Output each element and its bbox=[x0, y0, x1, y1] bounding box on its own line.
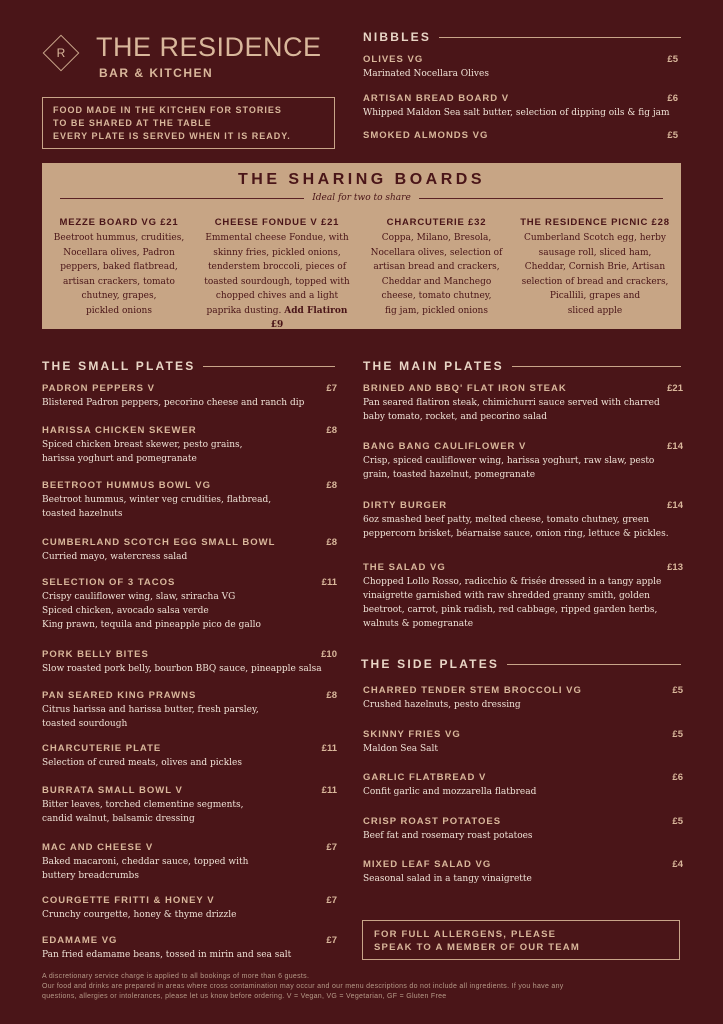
item-name: PADRON PEPPERS V bbox=[42, 383, 155, 394]
logo-mark: R bbox=[56, 46, 66, 60]
menu-item bbox=[42, 842, 337, 883]
item-price: £14 bbox=[667, 500, 683, 511]
sharing-subtitle-row bbox=[60, 193, 663, 203]
divider bbox=[512, 366, 681, 367]
item-desc: Crunchy courgette, honey & thyme drizzle bbox=[42, 910, 237, 920]
item-desc: Curried mayo, watercress salad bbox=[42, 552, 188, 562]
kitchen-notice bbox=[42, 97, 335, 149]
item-desc: Blistered Padron peppers, pecorino cheese and ranch dip bbox=[42, 398, 305, 408]
menu-item bbox=[363, 859, 683, 886]
item-desc: Marinated Nocellara Olives bbox=[363, 69, 489, 79]
item-name: SELECTION OF 3 TACOS bbox=[42, 577, 176, 588]
main-plates-heading bbox=[363, 359, 681, 373]
board-name: MEZZE BOARD VG £21 bbox=[59, 217, 179, 228]
board-desc: Cumberland Scotch egg, herby sausage roll, sliced ham, Cheddar, Cornish Brie, Artisan selection of bread and crackers, Picallili, grapes and sliced apple bbox=[521, 233, 669, 316]
allergen-notice bbox=[362, 920, 680, 960]
item-name: PAN SEARED KING PRAWNS bbox=[42, 690, 197, 701]
item-desc: Bitter leaves, torched clementine segments, candid walnut, balsamic dressing bbox=[42, 800, 244, 824]
board-name: THE RESIDENCE PICNIC £28 bbox=[520, 217, 670, 228]
divider bbox=[203, 366, 335, 367]
board-residence-picnic bbox=[515, 217, 675, 318]
footer-disclaimer bbox=[42, 972, 702, 1002]
small-plates-title: THE SMALL PLATES bbox=[42, 359, 196, 373]
item-name: MAC AND CHEESE V bbox=[42, 842, 154, 853]
menu-item bbox=[363, 383, 683, 424]
board-desc: Coppa, Milano, Bresola, Nocellara olives, selection of artisan bread and crackers, Cheddar and Manchego cheese, tomato chutney, fig jam, pickled onions bbox=[370, 233, 503, 316]
item-name: HARISSA CHICKEN SKEWER bbox=[42, 425, 197, 436]
item-price: £8 bbox=[326, 690, 337, 701]
menu-item bbox=[363, 562, 683, 631]
board-name: CHEESE FONDUE V £21 bbox=[214, 217, 340, 228]
menu-item bbox=[42, 935, 337, 962]
menu-item bbox=[363, 130, 678, 141]
item-name: OLIVES VG bbox=[363, 54, 424, 65]
item-desc: Spiced chicken breast skewer, pesto grains, harissa yoghurt and pomegranate bbox=[42, 440, 243, 464]
item-desc: Citrus harissa and harissa butter, fresh parsley, toasted sourdough bbox=[42, 705, 259, 729]
side-plates-heading bbox=[361, 657, 681, 671]
menu-item bbox=[42, 425, 337, 466]
item-desc: Seasonal salad in a tangy vinaigrette bbox=[363, 874, 532, 884]
item-name: BANG BANG CAULIFLOWER V bbox=[363, 441, 527, 452]
board-desc: Emmental cheese Fondue, with skinny fries, pickled onions, tenderstem broccoli, pieces of toasted sourdough, topped with chopped chives and a light paprika dusting. Add Flatiron £9 bbox=[204, 233, 350, 330]
item-price: £11 bbox=[321, 743, 337, 754]
menu-item bbox=[363, 772, 683, 799]
board-name: CHARCUTERIE £32 bbox=[386, 217, 487, 228]
menu-item bbox=[42, 383, 337, 410]
item-name: COURGETTE FRITTI & HONEY V bbox=[42, 895, 215, 906]
allergen-line: FOR FULL ALLERGENS, PLEASE bbox=[374, 929, 557, 940]
item-name: SKINNY FRIES VG bbox=[363, 729, 461, 740]
small-plates-heading bbox=[42, 359, 335, 373]
item-price: £5 bbox=[672, 816, 683, 827]
item-price: £8 bbox=[326, 537, 337, 548]
logo-title: THE RESIDENCE bbox=[96, 32, 322, 62]
item-price: £6 bbox=[672, 772, 683, 783]
logo-subtitle: BAR & KITCHEN bbox=[99, 66, 214, 80]
item-price: £5 bbox=[667, 54, 678, 65]
item-desc: Whipped Maldon Sea salt butter, selection of dipping oils & fig jam bbox=[363, 108, 670, 118]
item-desc: Selection of cured meats, olives and pickles bbox=[42, 758, 242, 768]
item-desc: 6oz smashed beef patty, melted cheese, tomato chutney, green peppercorn brisket, béarnaise sauce, onion ring, lettuce & pickles. bbox=[363, 515, 669, 539]
item-desc: Crispy cauliflower wing, slaw, sriracha VG Spiced chicken, avocado salsa verde King prawn, tequila and pineapple pico de gallo bbox=[42, 592, 261, 630]
item-name: GARLIC FLATBREAD V bbox=[363, 772, 487, 783]
item-desc: Baked macaroni, cheddar sauce, topped with buttery breadcrumbs bbox=[42, 857, 249, 881]
item-price: £5 bbox=[672, 685, 683, 696]
side-plates-title: THE SIDE PLATES bbox=[361, 657, 500, 671]
board-charcuterie bbox=[364, 217, 509, 318]
item-desc: Crisp, spiced cauliflower wing, harissa yoghurt, raw slaw, pesto grain, toasted hazelnut, pomegranate bbox=[363, 456, 655, 480]
menu-item bbox=[363, 441, 683, 482]
board-desc: Beetroot hummus, crudities, Nocellara olives, Padron peppers, baked flatbread, artisan crackers, tomato chutney, grapes, pickled onions bbox=[53, 233, 185, 316]
sharing-boards-panel bbox=[42, 163, 681, 329]
footer-line: questions, allergies or intolerances, please let us know before ordering. V = Vegan, VG = Vegetarian, GF = Gluten Free bbox=[42, 993, 447, 1000]
menu-item bbox=[363, 500, 683, 541]
menu-item bbox=[42, 690, 337, 731]
item-price: £7 bbox=[326, 895, 337, 906]
logo bbox=[42, 30, 342, 82]
menu-item bbox=[42, 480, 337, 521]
board-extra: Add Flatiron £9 bbox=[270, 305, 348, 330]
item-desc: Beetroot hummus, winter veg crudities, flatbread, toasted hazelnuts bbox=[42, 495, 272, 519]
divider bbox=[60, 198, 304, 199]
menu-item bbox=[363, 54, 678, 81]
item-name: CUMBERLAND SCOTCH EGG SMALL BOWL bbox=[42, 537, 276, 548]
item-price: £11 bbox=[321, 785, 337, 796]
item-desc: Slow roasted pork belly, bourbon BBQ sauce, pineapple salsa bbox=[42, 664, 322, 674]
item-price: £8 bbox=[326, 425, 337, 436]
menu-item bbox=[363, 685, 683, 712]
item-price: £8 bbox=[326, 480, 337, 491]
board-cheese-fondue bbox=[199, 217, 355, 333]
item-name: DIRTY BURGER bbox=[363, 500, 448, 511]
item-name: EDAMAME VG bbox=[42, 935, 118, 946]
item-price: £13 bbox=[667, 562, 683, 573]
nibbles-title: NIBBLES bbox=[363, 30, 432, 44]
item-price: £5 bbox=[667, 130, 678, 141]
sharing-title: THE SHARING BOARDS bbox=[237, 171, 485, 188]
notice-line: TO BE SHARED AT THE TABLE bbox=[53, 118, 212, 128]
item-name: ARTISAN BREAD BOARD V bbox=[363, 93, 510, 104]
menu-item bbox=[42, 537, 337, 564]
item-price: £5 bbox=[672, 729, 683, 740]
footer-line: Our food and drinks are prepared in areas where cross contamination may occur and our menu descriptions do not include all ingredients. If you have any bbox=[42, 983, 564, 990]
menu-item bbox=[363, 816, 683, 843]
divider bbox=[439, 37, 681, 38]
notice-line: EVERY PLATE IS SERVED WHEN IT IS READY. bbox=[53, 131, 291, 141]
nibbles-heading bbox=[363, 30, 681, 44]
item-price: £4 bbox=[672, 859, 683, 870]
item-name: BRINED AND BBQ' FLAT IRON STEAK bbox=[363, 383, 567, 394]
board-mezze bbox=[48, 217, 190, 318]
item-desc: Beef fat and rosemary roast potatoes bbox=[363, 831, 533, 841]
menu-item bbox=[42, 577, 337, 632]
item-price: £10 bbox=[321, 649, 337, 660]
item-price: £21 bbox=[667, 383, 683, 394]
item-desc: Maldon Sea Salt bbox=[363, 744, 439, 754]
item-price: £7 bbox=[326, 935, 337, 946]
menu-item bbox=[42, 649, 337, 676]
item-price: £6 bbox=[667, 93, 678, 104]
item-desc: Pan seared flatiron steak, chimichurri sauce served with charred baby tomato, rocket, and pecorino salad bbox=[363, 398, 660, 422]
item-name: BEETROOT HUMMUS BOWL VG bbox=[42, 480, 212, 491]
item-desc: Crushed hazelnuts, pesto dressing bbox=[363, 700, 521, 710]
item-desc: Chopped Lollo Rosso, radicchio & frisée dressed in a tangy apple vinaigrette garnished with raw shredded granny smith, golden beetroot, carrot, pink radish, red cabbage, ripped garden herbs, walnuts & pomegranate bbox=[363, 577, 662, 629]
menu-item bbox=[42, 743, 337, 770]
menu-item bbox=[363, 93, 678, 120]
item-price: £11 bbox=[321, 577, 337, 588]
item-name: BURRATA SMALL BOWL V bbox=[42, 785, 183, 796]
allergen-line: SPEAK TO A MEMBER OF OUR TEAM bbox=[374, 942, 580, 953]
item-name: THE SALAD VG bbox=[363, 562, 446, 573]
menu-item bbox=[42, 785, 337, 826]
item-price: £14 bbox=[667, 441, 683, 452]
footer-line: A discretionary service charge is applied to all bookings of more than 6 guests. bbox=[42, 973, 310, 980]
main-plates-title: THE MAIN PLATES bbox=[363, 359, 504, 373]
item-desc: Pan fried edamame beans, tossed in mirin and sea salt bbox=[42, 950, 292, 960]
item-name: CRISP ROAST POTATOES bbox=[363, 816, 502, 827]
item-name: MIXED LEAF SALAD VG bbox=[363, 859, 492, 870]
item-name: PORK BELLY BITES bbox=[42, 649, 149, 660]
divider bbox=[419, 198, 663, 199]
sharing-subtitle: Ideal for two to share bbox=[312, 193, 411, 203]
item-desc: Confit garlic and mozzarella flatbread bbox=[363, 787, 537, 797]
item-price: £7 bbox=[326, 842, 337, 853]
notice-line: FOOD MADE IN THE KITCHEN FOR STORIES bbox=[53, 105, 282, 115]
menu-item bbox=[363, 729, 683, 756]
item-name: CHARRED TENDER STEM BROCCOLI VG bbox=[363, 685, 582, 696]
menu-item bbox=[42, 895, 337, 922]
item-name: SMOKED ALMONDS VG bbox=[363, 130, 489, 141]
item-name: CHARCUTERIE PLATE bbox=[42, 743, 162, 754]
item-price: £7 bbox=[326, 383, 337, 394]
divider bbox=[507, 664, 681, 665]
